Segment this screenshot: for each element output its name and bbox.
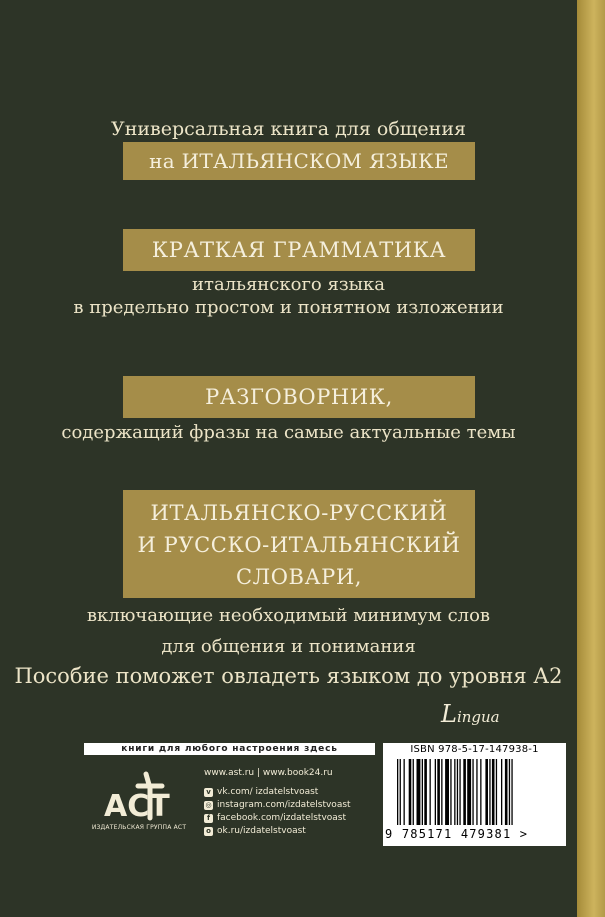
phrasebook-description: содержащий фразы на самые актуальные темы	[61, 422, 516, 443]
barcode-bar	[459, 759, 460, 825]
barcode-bar	[435, 759, 436, 825]
intro-line: Универсальная книга для общения	[111, 118, 466, 140]
dictionaries-desc-line-1: включающие необходимый минимум слов	[86, 605, 491, 626]
barcode-bar	[492, 759, 495, 825]
ast-logo-graphic	[84, 766, 194, 826]
barcode-bar	[509, 759, 510, 825]
barcode-bar	[397, 759, 398, 825]
barcode-bar	[505, 759, 508, 825]
barcode-bar	[454, 759, 455, 825]
isbn-number: ISBN 978-5-17-147938-1	[410, 744, 539, 755]
dictionaries-title-line-3: СЛОВАРИ,	[235, 565, 363, 589]
barcode-bar	[413, 759, 414, 825]
instagram-icon: ◎	[205, 801, 212, 809]
publisher-links	[204, 767, 351, 838]
website-links[interactable]: www.ast.ru | www.book24.ru	[204, 768, 333, 778]
vk-icon: v	[204, 788, 213, 797]
dictionaries-description	[0, 600, 577, 662]
social-link-label: ok.ru/izdatelstvoast	[217, 826, 306, 836]
barcode-bar	[400, 759, 401, 825]
lingua-logo-rest: ingua	[456, 708, 500, 726]
barcode-bar	[409, 759, 412, 825]
barcode-bar	[450, 759, 451, 825]
barcode-bar	[457, 759, 458, 825]
ast-logo-letters: ACT	[104, 789, 170, 824]
social-link-instagram[interactable]	[204, 799, 351, 812]
lingua-logo	[441, 700, 500, 728]
phrasebook-title-band: РАЗГОВОРНИК,	[123, 376, 475, 418]
barcode-bar	[501, 759, 502, 825]
social-link-label: instagram.com/izdatelstvoast	[217, 800, 351, 810]
dictionaries-desc-line-2: для общения и понимания	[161, 636, 416, 657]
barcode-bar	[472, 759, 473, 825]
grammar-title-band: КРАТКАЯ ГРАММАТИКА	[123, 229, 475, 271]
social-link-label: facebook.com/izdatelstvoast	[217, 813, 347, 823]
dictionaries-title-band	[123, 490, 475, 598]
grammar-desc-line-1: итальянского языка	[192, 274, 385, 295]
book-spine-edge	[577, 0, 605, 917]
summary-text: Пособие поможет овладеть языком до уровня А2	[14, 664, 563, 688]
barcode-bar	[496, 759, 497, 825]
ast-caption: ИЗДАТЕЛЬСКАЯ ГРУППА АСТ	[91, 824, 187, 831]
barcode-bar	[445, 759, 449, 825]
barcode-bar	[437, 759, 440, 825]
grammar-desc-line-2: в предельно простом и понятном изложении	[73, 297, 504, 318]
barcode-bar	[404, 759, 405, 825]
barcode-bar	[463, 759, 466, 825]
social-link-vk[interactable]	[204, 786, 351, 799]
barcode-bar	[422, 759, 423, 825]
lingua-logo-initial: L	[441, 700, 457, 728]
barcode-bar	[485, 759, 488, 825]
barcode-bar	[511, 759, 512, 825]
barcode-bar	[480, 759, 481, 825]
dictionaries-title-line-2: И РУССКО-ИТАЛЬЯНСКИЙ	[137, 533, 461, 557]
barcode-digits: 9 785171 479381 >	[385, 827, 529, 841]
ok-icon: o	[204, 827, 213, 836]
isbn-box	[383, 743, 566, 846]
barcode-bar	[430, 759, 431, 825]
barcode-bar	[417, 759, 421, 825]
barcode	[397, 759, 553, 827]
tagline-bar: книги для любого настроения здесь	[84, 743, 375, 755]
barcode-bar	[424, 759, 427, 825]
dictionaries-title-line-1: ИТАЛЬЯНСКО-РУССКИЙ	[150, 501, 448, 525]
barcode-bar	[489, 759, 490, 825]
barcode-bar	[467, 759, 471, 825]
barcode-bar	[476, 759, 477, 825]
barcode-bar	[441, 759, 442, 825]
social-link-ok[interactable]	[204, 825, 351, 838]
social-link-facebook[interactable]	[204, 812, 351, 825]
social-link-label: vk.com/ izdatelstvoast	[217, 787, 319, 797]
grammar-description	[0, 273, 577, 319]
facebook-icon: f	[204, 814, 213, 823]
language-band: на ИТАЛЬЯНСКОМ ЯЗЫКЕ	[123, 142, 475, 180]
